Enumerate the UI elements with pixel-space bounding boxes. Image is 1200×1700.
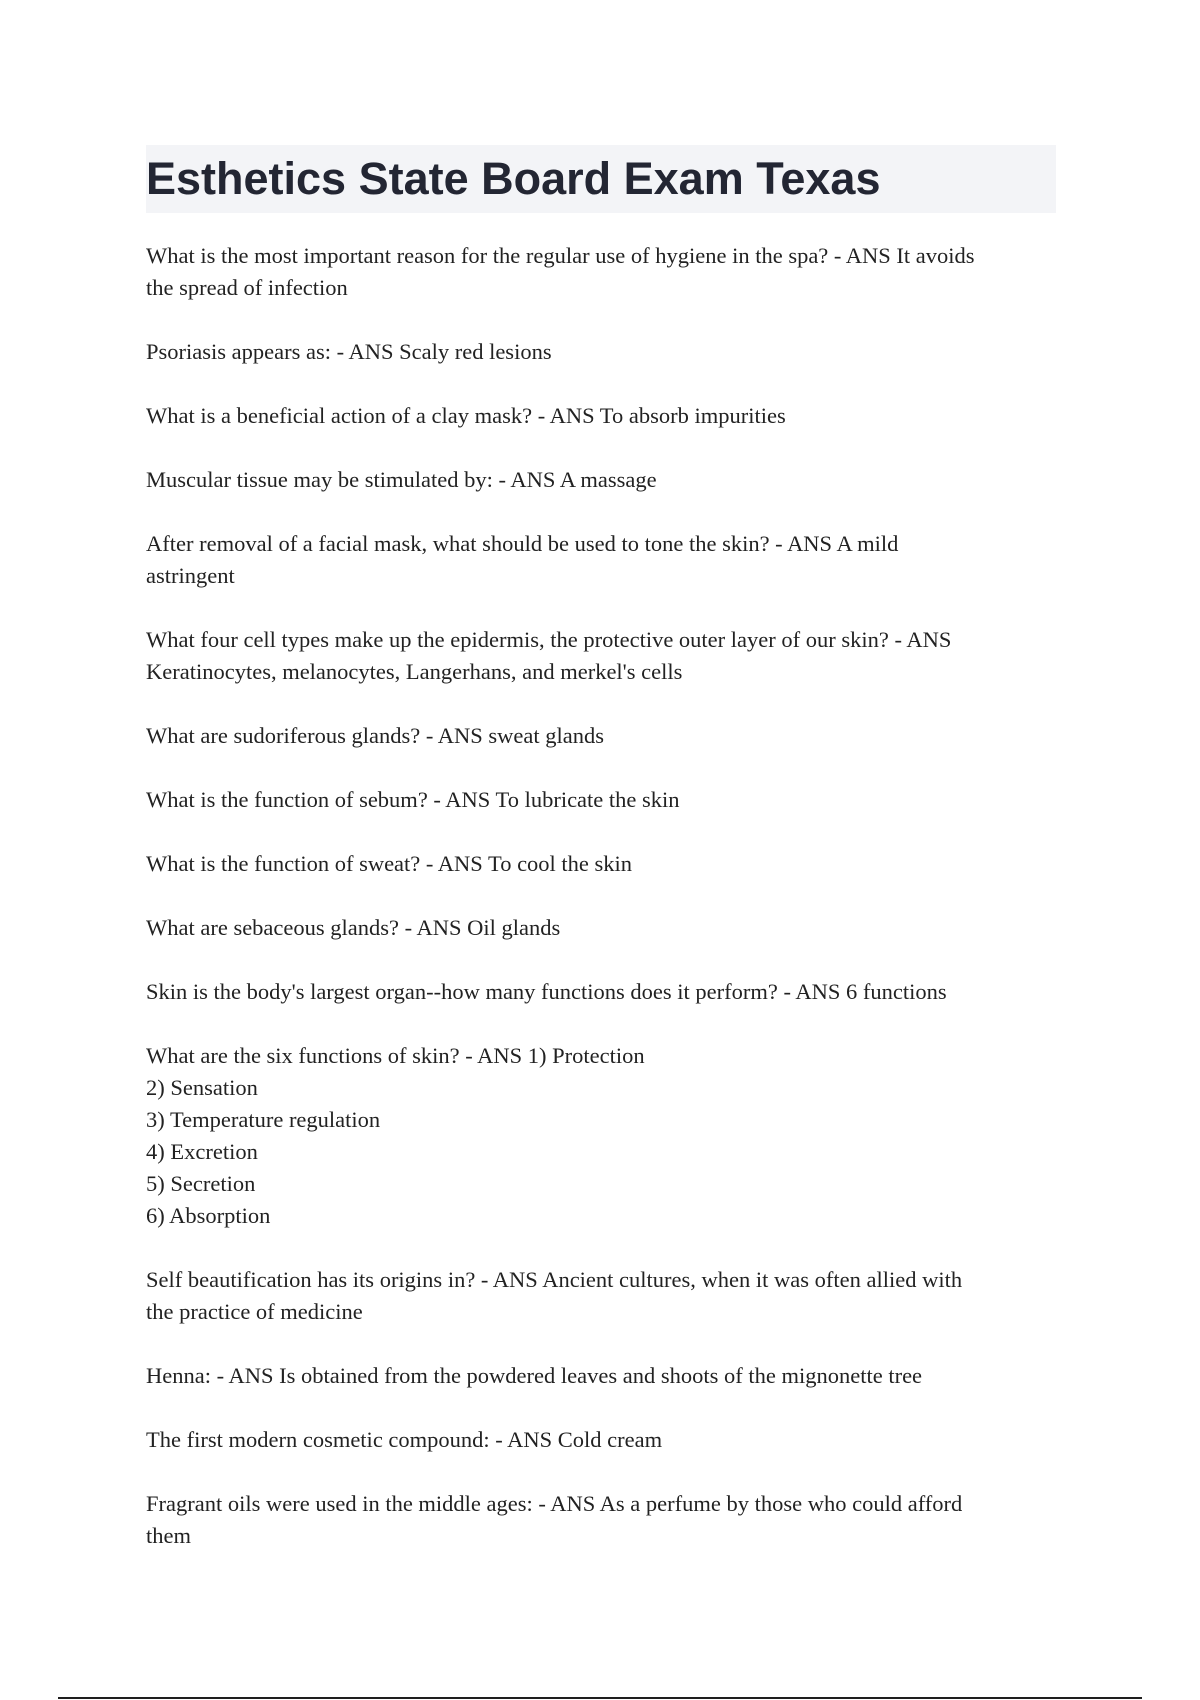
page-title: Esthetics State Board Exam Texas: [146, 153, 881, 204]
qa-line: 3) Temperature regulation: [146, 1107, 381, 1132]
qa-line: What are the six functions of skin? - ANS 1) Protection: [146, 1043, 645, 1068]
qa-item: [146, 240, 1056, 304]
qa-line: Skin is the body's largest organ--how many functions does it perform? - ANS 6 functions: [146, 979, 947, 1004]
qa-line: After removal of a facial mask, what should be used to tone the skin? - ANS A mild: [146, 531, 899, 556]
qa-item: [146, 1360, 1056, 1392]
qa-line: astringent: [146, 563, 235, 588]
qa-line: 5) Secretion: [146, 1171, 256, 1196]
qa-item: [146, 1488, 1056, 1552]
qa-line: the spread of infection: [146, 275, 348, 300]
qa-line: Muscular tissue may be stimulated by: - ANS A massage: [146, 467, 657, 492]
qa-item: [146, 976, 1056, 1008]
qa-line: them: [146, 1523, 191, 1548]
qa-line: Self beautification has its origins in? - ANS Ancient cultures, when it was often allied with: [146, 1267, 963, 1292]
qa-line: Keratinocytes, melanocytes, Langerhans, and merkel's cells: [146, 659, 683, 684]
qa-line: Psoriasis appears as: - ANS Scaly red lesions: [146, 339, 552, 364]
qa-line: Fragrant oils were used in the middle ages: - ANS As a perfume by those who could afford: [146, 1491, 963, 1516]
qa-line: 4) Excretion: [146, 1139, 258, 1164]
qa-item: [146, 528, 1056, 592]
qa-item: [146, 1040, 1056, 1232]
qa-line: The first modern cosmetic compound: - ANS Cold cream: [146, 1427, 663, 1452]
qa-item: [146, 848, 1056, 880]
qa-line: the practice of medicine: [146, 1299, 363, 1324]
qa-line: What are sebaceous glands? - ANS Oil glands: [146, 915, 561, 940]
qa-item: [146, 1264, 1056, 1328]
qa-item: [146, 912, 1056, 944]
qa-item: [146, 624, 1056, 688]
qa-line: What are sudoriferous glands? - ANS sweat glands: [146, 723, 605, 748]
title-banner: [146, 145, 1056, 213]
qa-line: Henna: - ANS Is obtained from the powdered leaves and shoots of the mignonette tree: [146, 1363, 923, 1388]
page-divider: [58, 1697, 1142, 1699]
qa-item: [146, 1424, 1056, 1456]
qa-line: What is the function of sebum? - ANS To lubricate the skin: [146, 787, 680, 812]
qa-item: [146, 720, 1056, 752]
qa-item: [146, 336, 1056, 368]
qa-line: What is the function of sweat? - ANS To cool the skin: [146, 851, 633, 876]
qa-line: What is the most important reason for the regular use of hygiene in the spa? - ANS It avoids: [146, 243, 975, 268]
qa-item: [146, 400, 1056, 432]
qa-line: 2) Sensation: [146, 1075, 258, 1100]
qa-line: What is a beneficial action of a clay mask? - ANS To absorb impurities: [146, 403, 786, 428]
qa-item: [146, 784, 1056, 816]
qa-line: 6) Absorption: [146, 1203, 271, 1228]
qa-item: [146, 464, 1056, 496]
qa-line: What four cell types make up the epidermis, the protective outer layer of our skin? - ANS: [146, 627, 952, 652]
